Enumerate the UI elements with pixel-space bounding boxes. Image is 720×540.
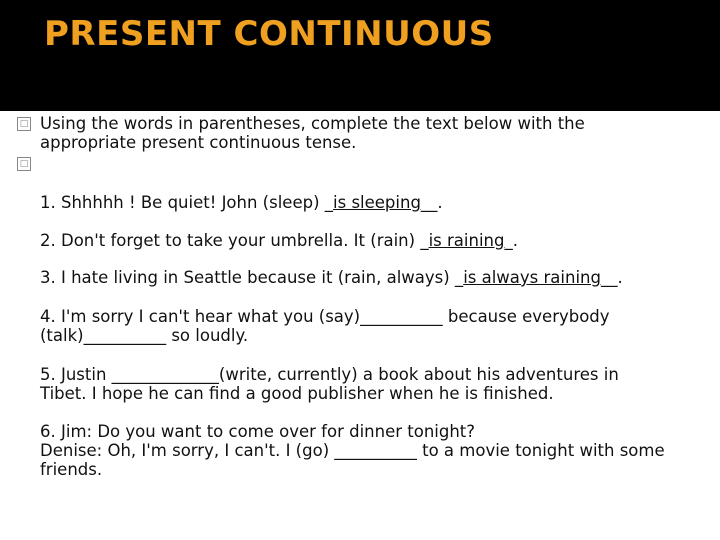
item-line: 6. Jim: Do you want to come over for dinner tonight?: [40, 422, 476, 441]
item-line: 5. Justin _____________(write, currently) a book about his adventures in: [40, 365, 619, 384]
item-text: __.: [420, 193, 443, 212]
answer-text: is always raining: [463, 268, 601, 287]
item-line: (talk)__________ so loudly.: [40, 326, 249, 345]
item-text: 1. Shhhhh ! Be quiet! John (sleep) _: [40, 193, 334, 212]
exercise-item-2: [40, 231, 680, 250]
bullet-icon: □: [17, 117, 31, 131]
exercise-item-4: [40, 307, 680, 345]
item-text: 3. I hate living in Seattle because it (rain, always) _: [40, 268, 464, 287]
answer-text: is raining: [428, 231, 505, 250]
item-text: 2. Don't forget to take your umbrella. It (rain) _: [40, 231, 429, 250]
answer-text: is sleeping: [333, 193, 421, 212]
page-title: PRESENT CONTINUOUS: [44, 14, 494, 54]
exercise-item-5: [40, 365, 680, 403]
exercise-item-3: [40, 268, 680, 287]
exercise-item-1: [40, 193, 680, 212]
item-text: __.: [600, 268, 623, 287]
bullet-icon: □: [17, 157, 31, 171]
item-line: 4. I'm sorry I can't hear what you (say)__________ because everybody: [40, 307, 610, 326]
instruction-text: Using the words in parentheses, complete the text below with the appropriate present continuous tense.: [40, 114, 585, 152]
item-line: friends.: [40, 460, 103, 479]
item-line: Denise: Oh, I'm sorry, I can't. I (go) __________ to a movie tonight with some: [40, 441, 665, 460]
title-bar: [0, 0, 720, 111]
exercise-item-6: [40, 422, 680, 479]
item-text: _.: [504, 231, 518, 250]
item-line: Tibet. I hope he can find a good publisher when he is finished.: [40, 384, 554, 403]
